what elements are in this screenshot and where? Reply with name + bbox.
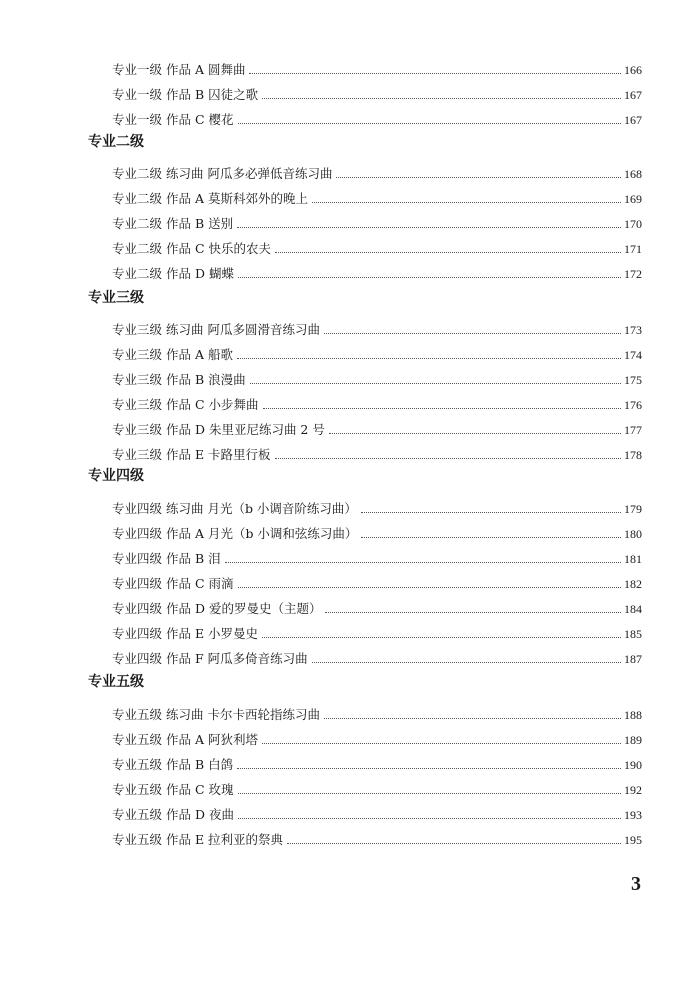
dot-leader xyxy=(325,611,621,613)
toc-entry-page: 177 xyxy=(624,423,642,437)
toc-entry-title: 专业五级 作品 D 夜曲 xyxy=(112,807,234,822)
toc-entry[interactable] xyxy=(112,393,642,413)
toc-entry-title: 专业二级 作品 D 蝴蝶 xyxy=(112,266,234,281)
toc-entry-page: 185 xyxy=(624,627,642,641)
toc-entry[interactable] xyxy=(112,443,642,463)
toc-entry-page: 175 xyxy=(624,373,642,387)
dot-leader xyxy=(238,792,622,794)
toc-entry-title: 专业五级 作品 B 白鸽 xyxy=(112,757,234,772)
toc-entry-page: 171 xyxy=(624,242,642,256)
toc-entry-page: 187 xyxy=(624,652,642,666)
toc-entry-title: 专业四级 作品 E 小罗曼史 xyxy=(112,626,259,641)
toc-entry-title: 专业四级 练习曲 月光（b 小调音阶练习曲） xyxy=(112,501,357,516)
toc-entry[interactable] xyxy=(112,547,642,567)
dot-leader xyxy=(324,332,621,334)
dot-leader xyxy=(238,276,621,278)
dot-leader xyxy=(262,636,621,638)
toc-entry[interactable] xyxy=(112,522,642,542)
toc-entry-page: 166 xyxy=(624,63,642,77)
toc-entry[interactable] xyxy=(112,318,642,338)
toc-entry-title: 专业三级 作品 B 浪漫曲 xyxy=(112,372,246,387)
dot-leader xyxy=(312,201,621,203)
dot-leader xyxy=(225,561,621,563)
toc-entry-title: 专业三级 作品 C 小步舞曲 xyxy=(112,397,259,412)
section-heading: 专业二级 xyxy=(88,134,144,150)
toc-entry-title: 专业五级 作品 C 玫瑰 xyxy=(112,782,234,797)
dot-leader xyxy=(275,457,621,459)
toc-entry[interactable] xyxy=(112,162,642,182)
toc-entry-title: 专业三级 练习曲 阿瓜多圆滑音练习曲 xyxy=(112,322,320,337)
toc-entry-title: 专业五级 练习曲 卡尔卡西轮指练习曲 xyxy=(112,707,320,722)
toc-entry[interactable] xyxy=(112,497,642,517)
toc-entry-page: 168 xyxy=(624,167,642,181)
toc-entry[interactable] xyxy=(112,803,642,823)
dot-leader xyxy=(287,842,621,844)
dot-leader xyxy=(250,382,621,384)
toc-entry[interactable] xyxy=(112,83,642,103)
toc-entry-title: 专业四级 作品 A 月光（b 小调和弦练习曲） xyxy=(112,526,358,541)
toc-entry[interactable] xyxy=(112,368,642,388)
toc-entry-page: 167 xyxy=(624,113,642,127)
toc-entry-title: 专业一级 作品 C 樱花 xyxy=(112,112,234,127)
toc-entry-title: 专业二级 练习曲 阿瓜多必弹低音练习曲 xyxy=(112,166,333,181)
toc-entry[interactable] xyxy=(112,418,642,438)
toc-entry-page: 184 xyxy=(624,602,642,616)
toc-entry-page: 180 xyxy=(624,527,642,541)
toc-entry-title: 专业四级 作品 C 雨滴 xyxy=(112,576,234,591)
toc-entry[interactable] xyxy=(112,187,642,207)
toc-entry-title: 专业三级 作品 E 卡路里行板 xyxy=(112,447,271,462)
toc-entry[interactable] xyxy=(112,597,642,617)
toc-entry[interactable] xyxy=(112,108,642,128)
toc-entry-page: 173 xyxy=(624,323,642,337)
toc-entry-page: 193 xyxy=(624,808,642,822)
toc-entry[interactable] xyxy=(112,778,642,798)
toc-entry[interactable] xyxy=(112,237,642,257)
toc-entry-page: 182 xyxy=(624,577,642,591)
section-heading: 专业五级 xyxy=(88,674,144,690)
toc-entry[interactable] xyxy=(112,647,642,667)
toc-entry-page: 192 xyxy=(624,783,642,797)
toc-entry[interactable] xyxy=(112,212,642,232)
toc-entry[interactable] xyxy=(112,58,642,78)
section-heading: 专业四级 xyxy=(88,468,144,484)
toc-entry[interactable] xyxy=(112,572,642,592)
dot-leader xyxy=(262,742,621,744)
toc-entry[interactable] xyxy=(112,262,642,282)
dot-leader xyxy=(361,536,621,538)
toc-entry-title: 专业四级 作品 D 爱的罗曼史（主题） xyxy=(112,601,322,616)
toc-entry-page: 176 xyxy=(624,398,642,412)
toc-entry-title: 专业五级 作品 E 拉利亚的祭典 xyxy=(112,832,284,847)
toc-entry-title: 专业三级 作品 A 船歌 xyxy=(112,347,233,362)
dot-leader xyxy=(361,511,621,513)
toc-entry[interactable] xyxy=(112,728,642,748)
dot-leader xyxy=(238,122,622,124)
dot-leader xyxy=(238,586,622,588)
dot-leader xyxy=(238,817,621,819)
section-heading: 专业三级 xyxy=(88,290,144,306)
toc-entry-page: 167 xyxy=(624,88,642,102)
dot-leader xyxy=(237,357,621,359)
toc-entry-title: 专业一级 作品 B 囚徒之歌 xyxy=(112,87,259,102)
dot-leader xyxy=(249,72,621,74)
dot-leader xyxy=(312,661,621,663)
dot-leader xyxy=(336,176,621,178)
dot-leader xyxy=(275,251,621,253)
toc-entry-page: 170 xyxy=(624,217,642,231)
dot-leader xyxy=(237,767,621,769)
dot-leader xyxy=(324,717,621,719)
page-number: 3 xyxy=(631,873,641,895)
toc-entry-page: 195 xyxy=(624,833,642,847)
toc-entry-title: 专业一级 作品 A 圆舞曲 xyxy=(112,62,246,77)
toc-entry-title: 专业五级 作品 A 阿狄利塔 xyxy=(112,732,258,747)
toc-entry-page: 172 xyxy=(624,267,642,281)
toc-entry-page: 178 xyxy=(624,448,642,462)
toc-entry[interactable] xyxy=(112,828,642,848)
toc-entry-title: 专业二级 作品 A 莫斯科郊外的晚上 xyxy=(112,191,308,206)
toc-entry[interactable] xyxy=(112,343,642,363)
toc-entry-title: 专业四级 作品 F 阿瓜多倚音练习曲 xyxy=(112,651,308,666)
toc-entry-page: 190 xyxy=(624,758,642,772)
toc-entry[interactable] xyxy=(112,622,642,642)
toc-entry-page: 189 xyxy=(624,733,642,747)
dot-leader xyxy=(263,407,622,409)
dot-leader xyxy=(237,226,621,228)
toc-entry[interactable] xyxy=(112,753,642,773)
dot-leader xyxy=(329,432,621,434)
dot-leader xyxy=(262,97,621,99)
toc-entry-title: 专业二级 作品 C 快乐的农夫 xyxy=(112,241,271,256)
toc-entry-page: 174 xyxy=(624,348,642,362)
toc-entry-page: 179 xyxy=(624,502,642,516)
toc-entry-page: 169 xyxy=(624,192,642,206)
toc-entry-title: 专业二级 作品 B 送别 xyxy=(112,216,234,231)
toc-entry[interactable] xyxy=(112,703,642,723)
toc-entry-page: 181 xyxy=(624,552,642,566)
toc-entry-page: 188 xyxy=(624,708,642,722)
toc-entry-title: 专业四级 作品 B 泪 xyxy=(112,551,221,566)
toc-entry-title: 专业三级 作品 D 朱里亚尼练习曲 2 号 xyxy=(112,422,325,437)
